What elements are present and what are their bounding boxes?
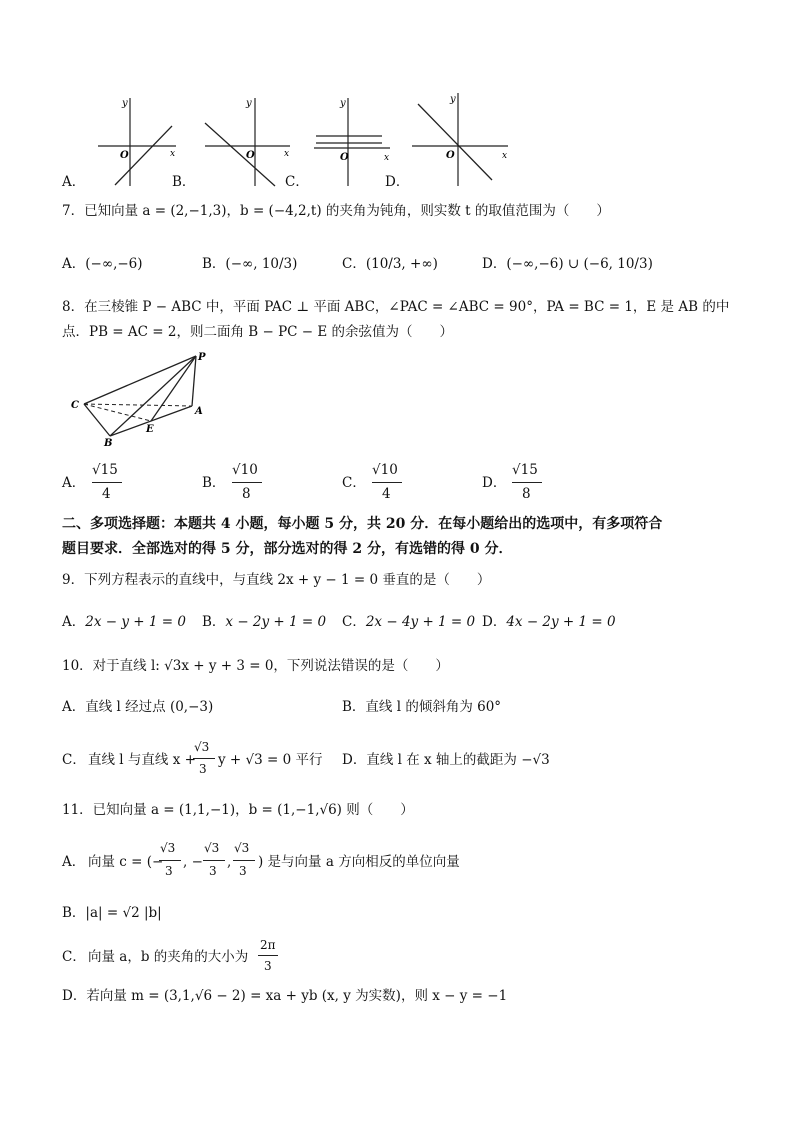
q8-option-a-letter: A． [62, 475, 86, 491]
q8-option-a-bar [92, 482, 122, 483]
q7-option-b-text: (−∞, 10/3) [225, 256, 298, 272]
q10-option-b-letter: B． [342, 699, 366, 715]
q8-option-a-den: 4 [102, 486, 111, 502]
svg-text:O: O [340, 152, 349, 163]
q6-graph-c [310, 88, 395, 188]
q7-option-d-text: (−∞,−6) ∪ (−6, 10/3) [506, 256, 653, 272]
q9-option-d[interactable] [482, 612, 616, 632]
q11-option-a-letter: A． [62, 854, 86, 870]
q9-option-d-text: 4x − 2y + 1 = 0 [506, 614, 616, 630]
q7-option-d-letter: D． [482, 256, 507, 272]
q10-option-c-text-post: y + √3 = 0 平行 [218, 752, 323, 768]
q11-option-a-mid2: , [227, 854, 232, 870]
q9-option-c-text: 2x − 4y + 1 = 0 [365, 614, 476, 630]
svg-text:O: O [446, 150, 455, 161]
q11-option-a[interactable] [62, 838, 522, 884]
q11-option-a-f3-num: √3 [234, 841, 250, 855]
svg-text:x: x [384, 153, 390, 163]
q11-option-d-text: 若向量 m = (3,1,√6 − 2) = xa + yb (x, y 为实数)，则 x − y = −1 [86, 988, 508, 1004]
q8-option-d-bar [512, 482, 542, 483]
svg-text:y: y [246, 98, 252, 109]
q7-option-b-letter: B． [202, 256, 226, 272]
q10-stem: 10．对于直线 l: √3x + y + 3 = 0，下列说法错误的是（ ） [62, 658, 449, 674]
q8-label-a: A [195, 406, 203, 417]
q8-label-p: P [198, 352, 206, 363]
q11-option-a-f3-den: 3 [239, 864, 247, 878]
q10-option-a-text: 直线 l 经过点 (0,−3) [85, 699, 214, 715]
q11-option-d[interactable] [62, 986, 507, 1006]
q9-option-b[interactable] [202, 612, 326, 632]
section2-heading-line2: 题目要求．全部选对的得 5 分，部分选对的得 2 分，有选错的得 0 分． [62, 541, 513, 557]
q7-option-c[interactable] [342, 254, 438, 274]
q11-option-b-text: |a| = √2 |b| [85, 905, 162, 921]
svg-text:O: O [120, 150, 129, 161]
q8-stem-line2: 点．PB = AC = 2，则二面角 B − PC − E 的余弦值为（ ） [62, 324, 454, 340]
q8-stem-line1: 8．在三棱锥 P − ABC 中，平面 PAC ⊥ 平面 ABC，∠PAC = ∠ABC = 90°，PA = BC = 1，E 是 AB 的中 [62, 299, 730, 315]
q8-tetrahedron-figure [64, 348, 214, 448]
q9-stem: 9．下列方程表示的直线中，与直线 2x + y − 1 = 0 垂直的是（ ） [62, 572, 491, 588]
q9-option-a-letter: A． [62, 614, 86, 630]
q8-option-c-num: √10 [372, 462, 398, 478]
q11-option-c[interactable] [62, 935, 322, 979]
q10-option-b[interactable] [342, 697, 501, 717]
q11-stem: 11．已知向量 a = (1,1,−1)，b = (1,−1,√6) 则（ ） [62, 802, 414, 818]
q7-option-d[interactable] [482, 254, 653, 274]
q9-option-c[interactable] [342, 612, 475, 632]
q8-option-b-num: √10 [232, 462, 258, 478]
q11-option-a-f2-num: √3 [204, 841, 220, 855]
q8-option-c[interactable] [342, 460, 462, 504]
svg-text:O: O [246, 150, 255, 161]
q7-option-c-text: (10/3, +∞) [365, 256, 438, 272]
q11-option-b[interactable] [62, 903, 162, 923]
q9-option-a[interactable] [62, 612, 186, 632]
q11-option-c-text-pre: 向量 a，b 的夹角的大小为 [88, 949, 249, 965]
q10-option-b-text: 直线 l 的倾斜角为 60° [365, 699, 502, 715]
svg-text:x: x [284, 149, 290, 159]
q9-option-b-letter: B． [202, 614, 226, 630]
q8-option-d-num: √15 [512, 462, 538, 478]
q10-option-a-letter: A． [62, 699, 86, 715]
q10-option-c-text-pre: 直线 l 与直线 x + [88, 752, 196, 768]
q11-option-a-f2-den: 3 [209, 864, 217, 878]
q7-option-b[interactable] [202, 254, 297, 274]
q10-option-c[interactable] [62, 737, 332, 781]
q7-option-c-letter: C． [342, 256, 366, 272]
q6-graph-b [200, 88, 295, 188]
q6-option-d-letter: D． [385, 174, 410, 190]
q8-option-d-den: 8 [522, 486, 531, 502]
q10-option-d[interactable] [342, 750, 550, 770]
q11-option-a-f1-den: 3 [165, 864, 173, 878]
q11-option-a-text-pre: 向量 c = (− [88, 854, 164, 870]
q9-option-d-letter: D． [482, 614, 507, 630]
q8-option-a-num: √15 [92, 462, 118, 478]
svg-text:y: y [450, 94, 456, 105]
svg-text:x: x [502, 151, 508, 161]
q11-option-a-f1-num: √3 [160, 841, 176, 855]
section2-heading-line1: 二、多项选择题：本题共 4 小题，每小题 5 分，共 20 分．在每小题给出的选项中，有多项符合 [62, 516, 663, 532]
q8-label-b: B [104, 438, 113, 448]
q10-option-d-text: 直线 l 在 x 轴上的截距为 −√3 [366, 752, 550, 768]
q10-option-c-letter: C． [62, 752, 86, 768]
q6-graph-a [90, 88, 180, 188]
q11-option-b-letter: B． [62, 905, 86, 921]
q7-option-a-letter: A． [62, 256, 86, 272]
q11-option-c-frac-num: 2π [260, 938, 276, 952]
q9-option-c-letter: C． [342, 614, 366, 630]
q8-option-d-letter: D． [482, 475, 507, 491]
q11-option-d-letter: D． [62, 988, 87, 1004]
q11-option-a-text-post: ) 是与向量 a 方向相反的单位向量 [258, 854, 460, 870]
q8-option-a[interactable] [62, 460, 182, 504]
svg-text:y: y [340, 98, 346, 109]
q8-label-c: C [71, 400, 79, 411]
q6-option-a-letter: A． [62, 174, 86, 190]
q8-option-c-den: 4 [382, 486, 391, 502]
q7-option-a[interactable] [62, 254, 143, 274]
q11-option-c-frac-den: 3 [264, 959, 272, 973]
q8-option-b-den: 8 [242, 486, 251, 502]
q10-option-c-frac-den: 3 [199, 762, 207, 776]
q8-label-e: E [146, 424, 154, 435]
q8-option-b-bar [232, 482, 262, 483]
q6-graph-d [410, 88, 510, 188]
q9-option-a-text: 2x − y + 1 = 0 [85, 614, 186, 630]
q6-graphs [60, 88, 510, 192]
q8-option-b-letter: B． [202, 475, 226, 491]
q7-option-a-text: (−∞,−6) [85, 256, 143, 272]
q10-option-d-letter: D． [342, 752, 367, 768]
q10-option-a[interactable] [62, 697, 213, 717]
svg-text:y: y [122, 98, 128, 109]
q10-option-c-frac-num: √3 [194, 740, 210, 754]
q6-option-c-letter: C． [285, 174, 309, 190]
q6-option-b-letter: B． [172, 174, 196, 190]
q8-option-c-bar [372, 482, 402, 483]
q11-option-a-mid1: , − [183, 854, 203, 870]
svg-text:x: x [170, 149, 176, 159]
q8-option-b[interactable] [202, 460, 322, 504]
q8-option-d[interactable] [482, 460, 602, 504]
q11-option-c-letter: C． [62, 949, 86, 965]
q9-option-b-text: x − 2y + 1 = 0 [225, 614, 327, 630]
q7-stem: 7．已知向量 a = (2,−1,3)，b = (−4,2,t) 的夹角为钝角，则实数 t 的取值范围为（ ） [62, 203, 610, 219]
q8-option-c-letter: C． [342, 475, 366, 491]
